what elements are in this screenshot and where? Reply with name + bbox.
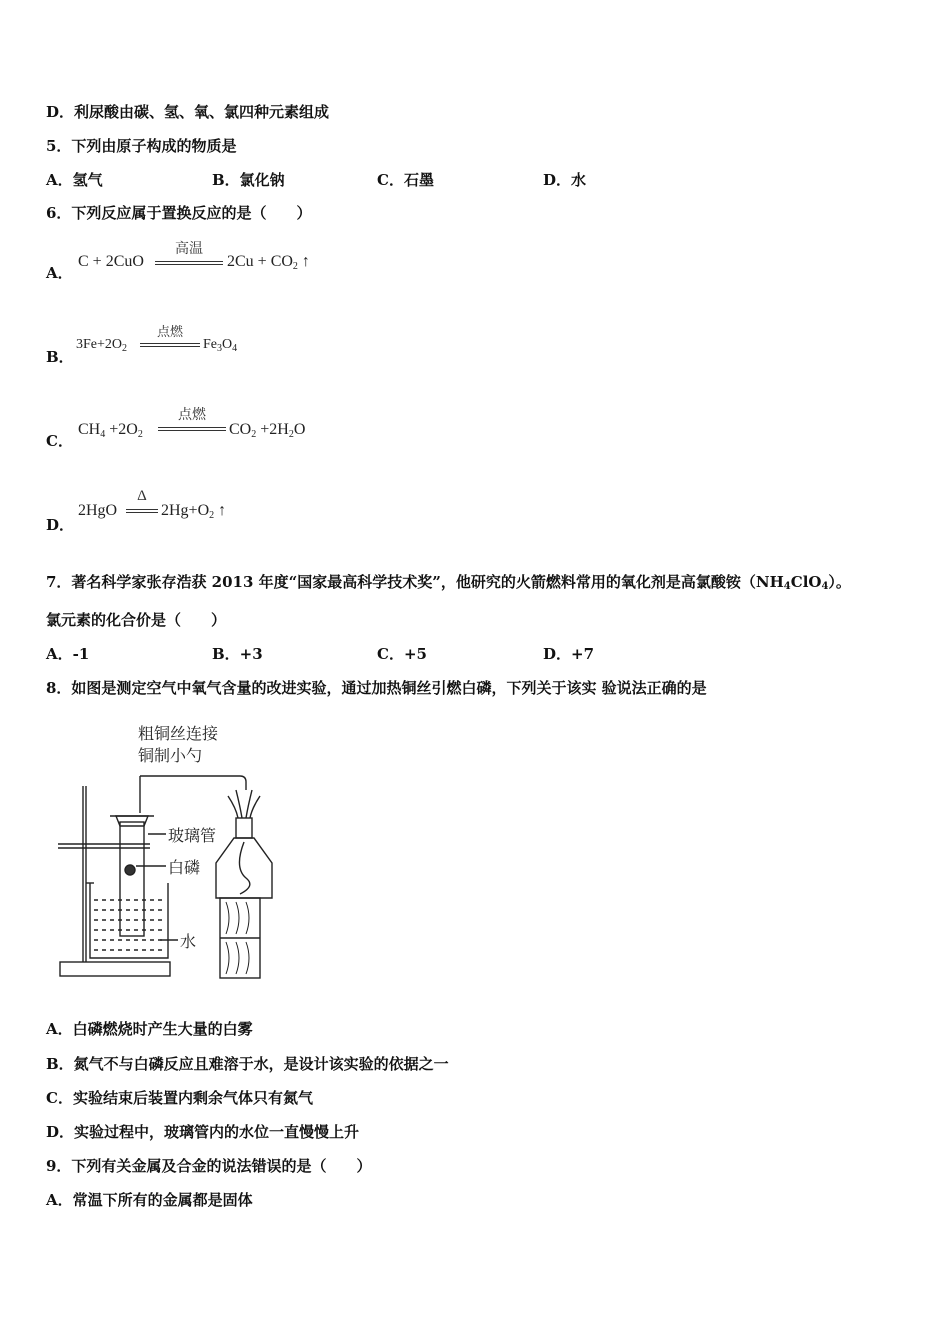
q6-a-condition: 高温 — [175, 241, 203, 257]
q7-option-a: A．-1 — [46, 645, 90, 663]
q7-option-b: B．+3 — [212, 645, 263, 663]
q6-d-equals — [126, 509, 158, 513]
q8-option-a: A．白磷燃烧时产生大量的白雾 — [46, 1020, 253, 1038]
q9-stem: 9．下列有关金属及合金的说法错误的是（ ） — [46, 1157, 372, 1175]
label-white-phosphorus: 白磷 — [168, 858, 201, 877]
q6-d-condition: Δ — [137, 488, 147, 504]
q6-stem: 6．下列反应属于置换反应的是（ ） — [46, 204, 312, 222]
q6-a-rhs: $2Cu + CO_2$ ↑ — [227, 253, 310, 272]
q5-option-a: A．氢气 — [46, 171, 103, 189]
white-phosphorus — [125, 865, 135, 875]
label-water: 水 — [180, 932, 197, 951]
q5-option-d: D．水 — [543, 171, 587, 189]
q9-option-a: A．常温下所有的金属都是固体 — [46, 1191, 253, 1209]
q6-c-rhs: $CO_2 +2H_2O$ — [229, 421, 306, 440]
q6-a-letter: A． — [46, 264, 73, 282]
alcohol-lamp — [216, 838, 272, 898]
q8-option-c: C．实验结束后装置内剩余气体只有氮气 — [46, 1089, 313, 1107]
q8-option-d: D．实验过程中，玻璃管内的水位一直慢慢上升 — [46, 1123, 360, 1141]
glass-tube — [120, 822, 144, 936]
q8-stem: 8．如图是测定空气中氧气含量的改进实验，通过加热铜丝引燃白磷，下列关于该实 验说法正确的是 — [46, 679, 707, 697]
q6-d-lhs: 2HgO — [78, 502, 118, 519]
q6-a-lhs: C + 2CuO — [78, 253, 144, 270]
q6-b-equals — [140, 343, 200, 347]
label-wire-line2: 铜制小勺 — [138, 746, 203, 765]
stand-base — [60, 962, 170, 976]
copper-spoon — [116, 816, 148, 826]
q5-option-b: B．氯化钠 — [212, 171, 285, 189]
q6-d-letter: D． — [46, 516, 75, 534]
q6-b-rhs: $Fe_3O_4$ — [203, 337, 238, 354]
q6-a-equals — [155, 261, 223, 265]
q6-b-lhs: $3Fe+2O_2$ — [76, 337, 128, 354]
q6-b-condition: 点燃 — [156, 325, 183, 340]
copper-wire — [140, 776, 246, 813]
lamp-wick-holder — [236, 818, 252, 838]
label-wire-line1: 粗铜丝连接 — [138, 724, 219, 743]
q4-option-d: D．利尿酸由碳、氢、氧、氯四种元素组成 — [46, 103, 330, 121]
q7-option-d: D．+7 — [543, 645, 595, 663]
q6-c-lhs: $CH_4 +2O_2$ — [78, 421, 143, 440]
q6-c-condition: 点燃 — [178, 407, 206, 423]
label-glass-tube: 玻璃管 — [168, 826, 217, 845]
lamp-flame — [228, 790, 260, 818]
q8-apparatus-figure — [50, 718, 290, 986]
q8-option-b: B．氮气不与白磷反应且难溶于水，是设计该实验的依据之一 — [46, 1055, 449, 1073]
q6-d-rhs: $2Hg+O_2$ ↑ — [161, 502, 227, 521]
q6-b-letter: B． — [46, 348, 74, 366]
q7-option-c: C．+5 — [377, 645, 427, 663]
q7-stem-line2: 氯元素的化合价是（ ） — [46, 611, 227, 629]
q5-option-c: C．石墨 — [377, 171, 434, 189]
q6-c-equals — [158, 427, 226, 431]
q5-stem: 5．下列由原子构成的物质是 — [46, 137, 237, 155]
q6-c-letter: C． — [46, 432, 73, 450]
q7-stem-line1: 7．著名科学家张存浩获 2013 年度“国家最高科学技术奖”，他研究的火箭燃料常用的氧化剂是高氯酸铵$(NH_4ClO_4)$。 — [46, 573, 851, 592]
